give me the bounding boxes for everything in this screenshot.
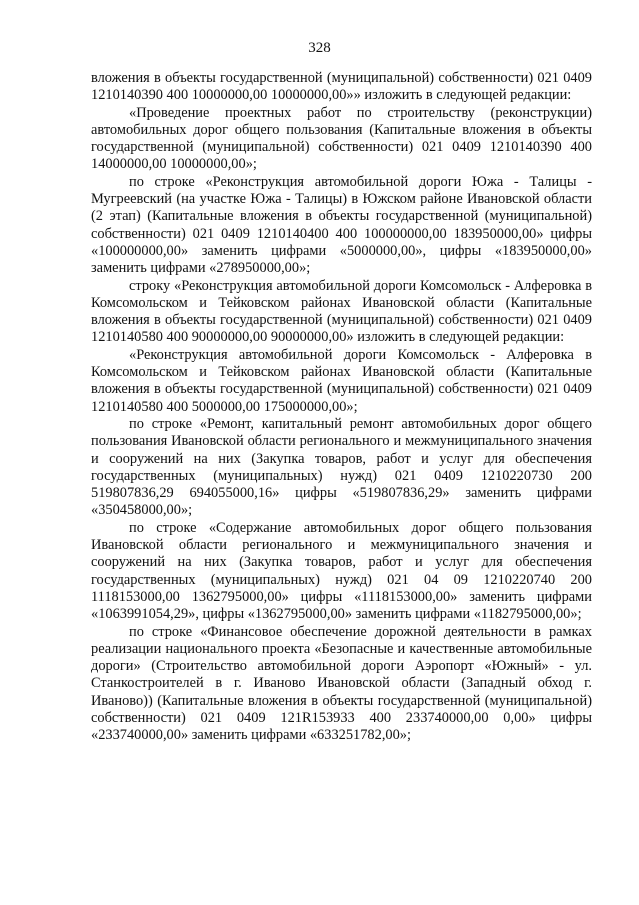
- paragraph: по строке «Реконструкция автомобильной дороги Южа - Талицы - Мугреевский (на участке Южа - Талицы) в Южском районе Ивановской области (2 этап) (Капитальные вложения в объекты государственной (муниципальной) собственности) 021 0409 1210140400 400 100000000,00 183950000,00» цифры «100000000,00» заменить цифрами «5000000,00», цифры «183950000,00» заменить цифрами «278950000,00»;: [91, 173, 592, 277]
- paragraph: по строке «Финансовое обеспечение дорожной деятельности в рамках реализации национального проекта «Безопасные и качественные автомобильные дороги» (Строительство автомобильной дороги Аэропорт «Южный» - ул. Станкостроителей в г. Иваново Ивановской области (Западный обход г. Иваново)) (Капитальные вложения в объекты государственной (муниципальной) собственности) 021 0409 121R153933 400 233740000,00 0,00» цифры «233740000,00» заменить цифрами «633251782,00»;: [91, 623, 592, 744]
- paragraph: «Проведение проектных работ по строительству (реконструкции) автомобильных дорог общего пользования (Капитальные вложения в объекты государственной (муниципальной) собственности) 021 0409 1210140390 400 14000000,00 10000000,00»;: [91, 104, 592, 173]
- paragraph: по строке «Ремонт, капитальный ремонт автомобильных дорог общего пользования Ивановской области регионального и межмуниципального значения и сооружений на них (Закупка товаров, работ и услуг для обеспечения государственных (муниципальных) нужд) 021 0409 1210220730 200 519807836,29 694055000,16» цифры «519807836,29» заменить цифрами «350458000,00»;: [91, 415, 592, 519]
- page-number: 328: [308, 40, 331, 56]
- paragraph: строку «Реконструкция автомобильной дороги Комсомольск - Алферовка в Комсомольском и Тейковском районах Ивановской области (Капитальные вложения в объекты государственной (муниципальной) собственности) 021 0409 1210140580 400 90000000,00 90000000,00» изложить в следующей редакции:: [91, 277, 592, 346]
- paragraph: по строке «Содержание автомобильных дорог общего пользования Ивановской области регионального и межмуниципального значения и сооружений на них (Закупка товаров, работ и услуг для обеспечения государственных (муниципальных) нужд) 021 04 09 1210220740 200 1118153000,00 1362795000,00» цифры «1118153000,00» заменить цифрами «1063991054,29», цифры «1362795000,00» заменить цифрами «1182795000,00»;: [91, 519, 592, 623]
- paragraph-continuation: вложения в объекты государственной (муниципальной) собственности) 021 0409 1210140390 400 10000000,00 10000000,00»» изложить в следующей редакции:: [91, 70, 592, 104]
- paragraph: «Реконструкция автомобильной дороги Комсомольск - Алферовка в Комсомольском и Тейковском районах Ивановской области (Капитальные вложения в объекты государственной (муниципальной) собственности) 021 0409 1210140580 400 5000000,00 175000000,00»;: [91, 346, 592, 415]
- document-body: [91, 70, 592, 745]
